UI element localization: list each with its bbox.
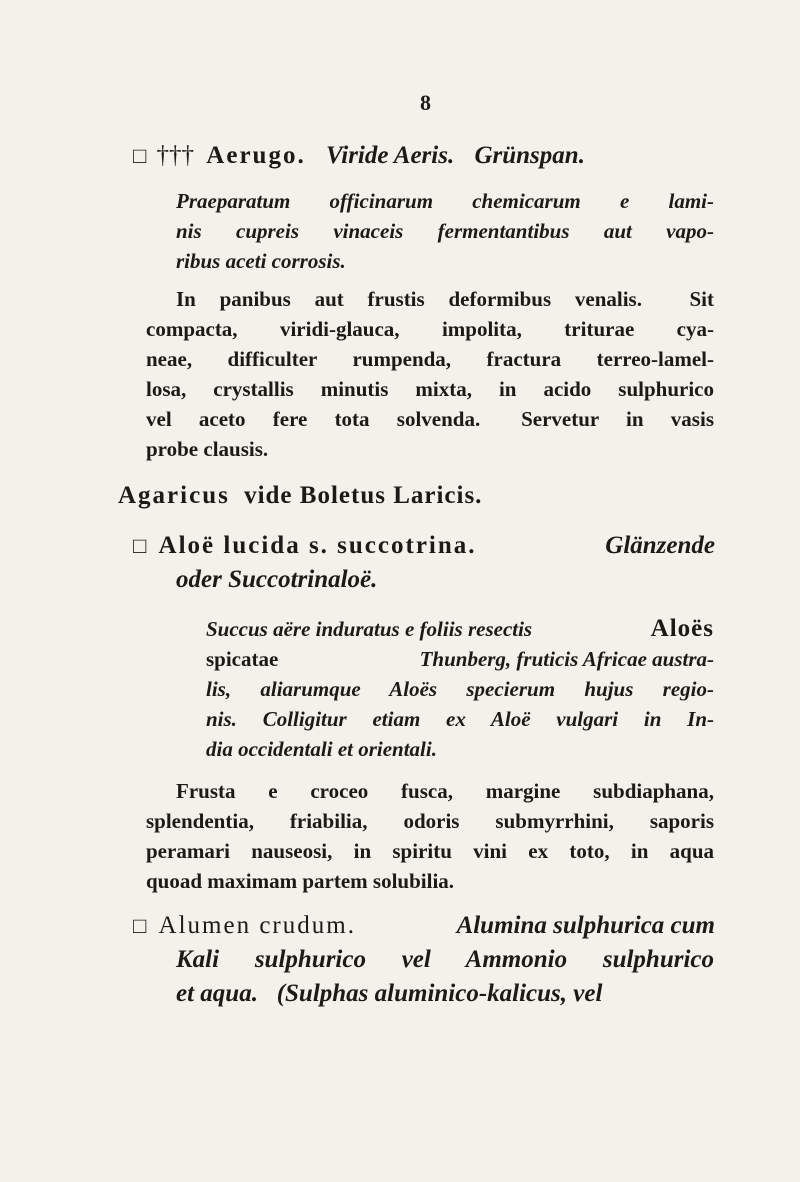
entry-title: Alumen crudum. — [158, 912, 356, 939]
description-line: Praeparatum officinarum chemicarum e lami- — [176, 189, 714, 213]
german-name: Glänzende — [605, 532, 715, 559]
dagger-marks: ††† — [156, 142, 195, 169]
entry-title: Aloë lucida s. succotrina. — [158, 532, 477, 559]
page-number: 8 — [420, 90, 431, 115]
description-line — [206, 614, 714, 644]
entry-title: Agaricus — [118, 482, 230, 509]
entry-title: Aerugo. — [206, 142, 306, 169]
checkbox-marker: □ — [133, 913, 147, 938]
description-emphasis: Aloës — [650, 615, 714, 642]
entry-heading — [118, 482, 482, 510]
latin-description: Alumina sulphurica cum — [456, 912, 715, 939]
body-line: splendentia, friabilia, odoris submyrrhini, saporis — [146, 809, 714, 833]
entry-heading — [133, 912, 715, 940]
cross-reference: vide Boletus Laricis. — [244, 482, 483, 509]
checkbox-marker: □ — [133, 143, 147, 168]
body-line: peramari nauseosi, in spiritu vini ex toto, in aqua — [146, 839, 714, 863]
body-line: neae, difficulter rumpenda, fractura terreo-lamel- — [146, 347, 714, 371]
description-line: nis. Colligitur etiam ex Aloë vulgari in In- — [206, 707, 714, 731]
description-text: Succus aëre induratus e foliis resectis — [206, 617, 533, 641]
entry-heading — [133, 532, 715, 560]
latin-description-line: et aqua. (Sulphas aluminico-kalicus, vel — [176, 980, 603, 1007]
body-line: compacta, viridi-glauca, impolita, triturae cya- — [146, 317, 714, 341]
description-line — [206, 644, 714, 674]
description-line: dia occidentali et orientali. — [206, 737, 437, 761]
latin-synonym: Viride Aeris. — [325, 142, 455, 169]
description-text: Thunberg, fruticis Africae austra- — [419, 647, 714, 671]
latin-description-line: Kali sulphurico vel Ammonio sulphurico — [176, 946, 714, 973]
body-line: probe clausis. — [146, 437, 269, 461]
description-line: ribus aceti corrosis. — [176, 249, 346, 273]
german-name: Grünspan. — [474, 142, 585, 169]
description-line: lis, aliarumque Aloës specierum hujus regio- — [206, 677, 714, 701]
entry-heading — [133, 142, 585, 170]
german-name-continued: oder Succotrinaloë. — [176, 566, 378, 593]
body-line: Frusta e croceo fusca, margine subdiaphana, — [176, 779, 714, 803]
checkbox-marker: □ — [133, 533, 147, 558]
body-line: In panibus aut frustis deformibus venalis. Sit — [176, 287, 714, 311]
body-line: vel aceto fere tota solvenda. Servetur in vasis — [146, 407, 714, 431]
description-line: nis cupreis vinaceis fermentantibus aut vapo- — [176, 219, 714, 243]
description-emphasis: spicatae — [206, 647, 279, 671]
body-line: losa, crystallis minutis mixta, in acido sulphurico — [146, 377, 714, 401]
body-line: quoad maximam partem solubilia. — [146, 869, 455, 893]
